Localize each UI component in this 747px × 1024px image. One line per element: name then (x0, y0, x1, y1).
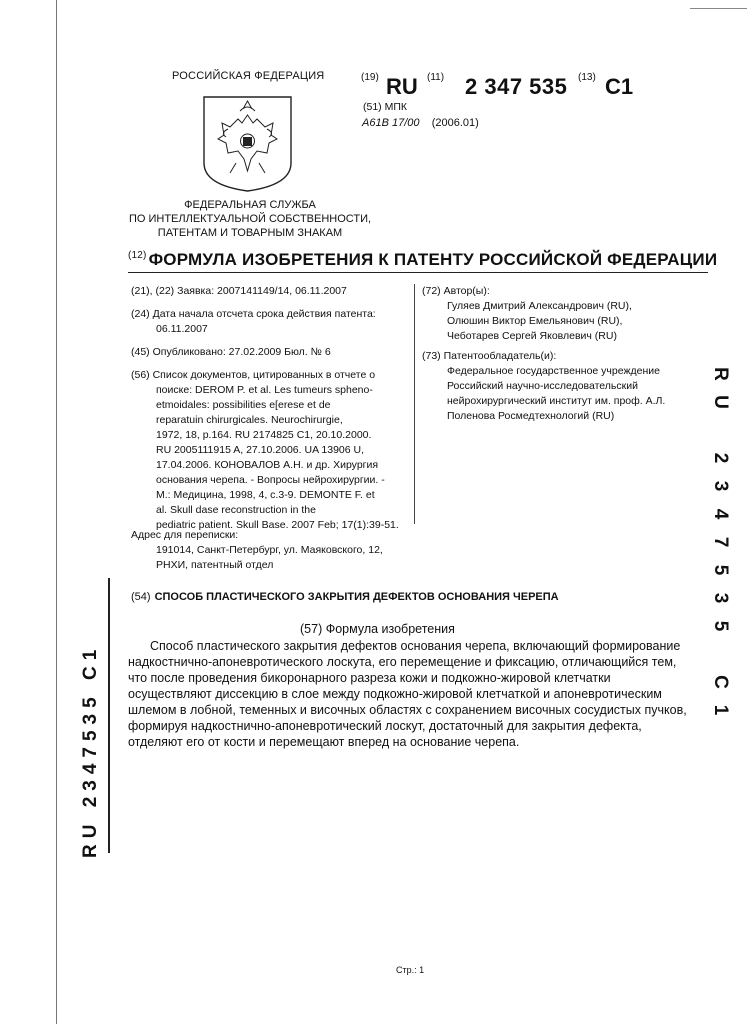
address-line: РНХИ, патентный отдел (156, 559, 274, 571)
country-name: РОССИЙСКАЯ ФЕДЕРАЦИЯ (172, 70, 325, 82)
citation-line: М.: Медицина, 1998, 4, с.3-9. DEMONTE F. et (156, 489, 375, 501)
citation-line: etmoidales: possibilities e[erese et de (156, 399, 331, 411)
kind-code: C1 (605, 74, 634, 99)
ipc-code: A61B 17/00 (362, 117, 420, 129)
mpk-label: (51) МПК (363, 101, 407, 113)
field-73 (422, 349, 702, 424)
field-73-label: (73) Патентообладатель(и): (422, 350, 557, 362)
citation-line: pediatric patient. Skull Base. 2007 Feb; 17(1):39-51. (156, 519, 399, 531)
code-13: (13) (578, 72, 596, 83)
side-left-rule (108, 578, 110, 853)
side-char (706, 417, 734, 443)
coat-of-arms-emblem (200, 93, 295, 193)
field-54-invention-title (131, 591, 559, 603)
citation-line: основания черепа. - Вопросы нейрохирургии. - (156, 474, 385, 486)
side-left-text: RU 2347535 C1 (80, 643, 101, 858)
country-code: RU (386, 74, 418, 99)
field-56-label: (56) Список документов, цитированных в отчете о (131, 369, 376, 381)
side-char: R (710, 367, 731, 381)
citation-line: 1972, 18, p.164. RU 2174825 C1, 20.10.2000. (156, 429, 372, 441)
side-char: C (710, 675, 731, 689)
scan-top-rule (690, 8, 747, 9)
agency-line: ПАТЕНТАМ И ТОВАРНЫМ ЗНАКАМ (157, 227, 343, 239)
scan-edge-line (56, 0, 57, 1024)
address-label: Адрес для переписки: (131, 529, 239, 541)
author-line: Олюшин Виктор Емельянович (RU), (447, 315, 623, 327)
side-char: U (710, 395, 731, 409)
author-line: Чеботарев Сергей Яковлевич (RU) (447, 330, 617, 342)
side-char: 5 (710, 620, 731, 632)
citation-line: 17.04.2006. КОНОВАЛОВ А.Н. и др. Хирургия (156, 459, 379, 471)
agency-name (120, 198, 380, 240)
claims-heading: (57) Формула изобретения (300, 622, 455, 636)
title-underline (128, 272, 708, 273)
field-24 (131, 307, 416, 337)
address-block (131, 528, 416, 573)
side-char: 1 (710, 704, 731, 716)
field-24-label: (24) Дата начала отсчета срока действия патента: (131, 308, 376, 320)
field-72-label: (72) Автор(ы): (422, 285, 490, 297)
ipc-date: (2006.01) (431, 117, 479, 129)
side-char: 2 (710, 452, 731, 464)
side-patent-number-left (74, 578, 110, 858)
ipc-classification (362, 117, 479, 129)
agency-line: ФЕДЕРАЛЬНАЯ СЛУЖБА (184, 199, 316, 211)
citation-line: reparatuin chirurgicales. Neurochirurgie, (156, 414, 343, 426)
side-patent-number-right (707, 360, 733, 724)
side-char: 3 (710, 480, 731, 492)
patent-number: 2 347 535 (465, 74, 568, 99)
page-number: Стр.: 1 (396, 965, 425, 975)
side-char: 5 (710, 564, 731, 576)
author-line: Гуляев Дмитрий Александрович (RU), (447, 300, 632, 312)
agency-line: ПО ИНТЕЛЛЕКТУАЛЬНОЙ СОБСТВЕННОСТИ, (128, 213, 372, 225)
address-line: 191014, Санкт-Петербург, ул. Маяковского, 12, (156, 544, 383, 556)
code-19: (19) (361, 72, 379, 83)
owner-line: Российский научно-исследовательский (447, 380, 638, 392)
owner-line: Поленова Росмедтехнологий (RU) (447, 410, 615, 422)
side-char (706, 641, 734, 667)
title-text: ФОРМУЛА ИЗОБРЕТЕНИЯ К ПАТЕНТУ РОССИЙСКОЙ ФЕДЕРАЦИИ (148, 250, 718, 269)
citation-line: поиске: DEROM P. et al. Les tumeurs spheno- (156, 384, 373, 396)
document-title (128, 250, 717, 270)
side-char: 4 (710, 508, 731, 520)
title-code: (12) (128, 250, 147, 261)
field-56 (131, 368, 416, 533)
field-54-code: (54) (131, 591, 151, 603)
claims-text: Способ пластического закрытия дефектов основания черепа, включающий формирование надкостнично-апоневротического лоскута, его перемещение и фиксацию, отличающийся тем, что после проведения бикоронарного разреза кожи и подкожно-жировой клетчатки осуществляют диссекцию в слое между подкожно-жировой клетчаткой и апоневротическим шлемом в лобной, теменных и височных областях с сохранением височных сосудистых пучков, формируя надкостнично-апоневротический лоскут, достаточный для закрытия дефекта, отделяют его от кости и перемещают вперед на основание черепа. (128, 639, 687, 749)
side-char: 7 (710, 536, 731, 548)
field-21-22: (21), (22) Заявка: 2007141149/14, 06.11.2007 (131, 285, 347, 297)
owner-line: Федеральное государственное учреждение (447, 365, 660, 377)
field-45: (45) Опубликовано: 27.02.2009 Бюл. № 6 (131, 346, 331, 358)
invention-title: СПОСОБ ПЛАСТИЧЕСКОГО ЗАКРЫТИЯ ДЕФЕКТОВ ОСНОВАНИЯ ЧЕРЕПА (154, 591, 559, 603)
code-11: (11) (427, 72, 445, 83)
owner-line: нейрохирургический институт им. проф. А.Л. (447, 395, 666, 407)
citation-line: al. Skull dase reconstruction in the (156, 504, 316, 516)
field-24-value: 06.11.2007 (156, 323, 208, 335)
field-72 (422, 284, 702, 344)
side-char: 3 (710, 592, 731, 604)
citation-line: RU 2005111915 A, 27.10.2006. UA 13906 U, (156, 444, 365, 456)
